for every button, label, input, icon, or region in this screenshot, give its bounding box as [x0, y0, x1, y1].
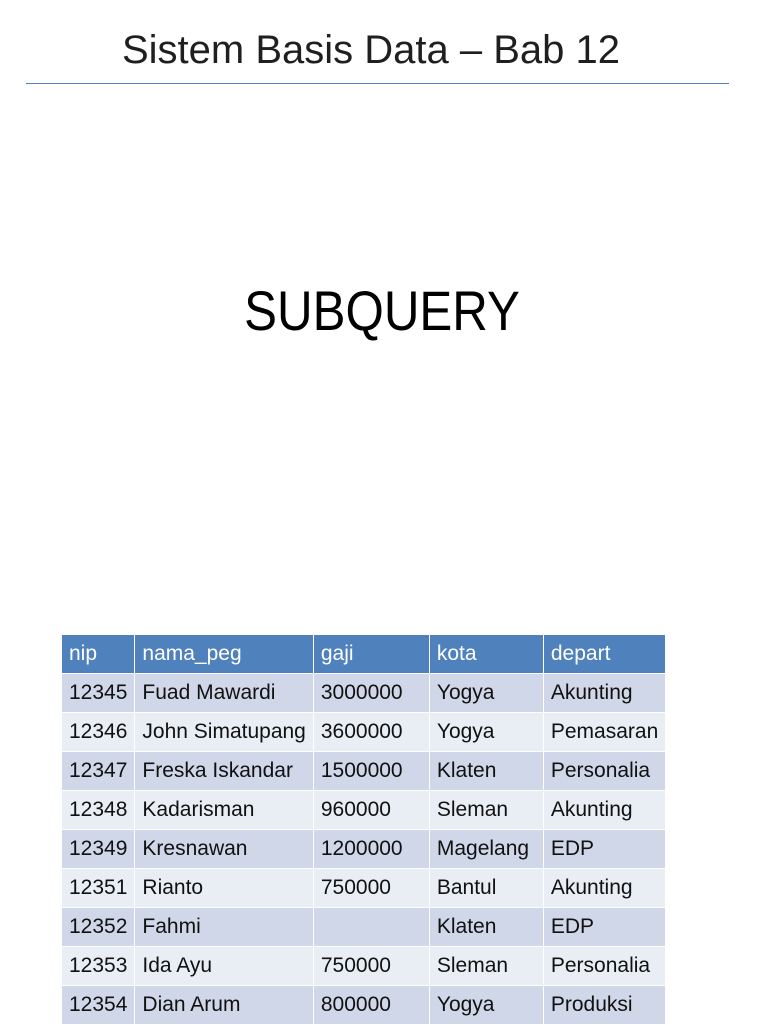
cell-nama-peg: Fahmi [135, 908, 313, 947]
table-row [62, 674, 666, 713]
cell-depart: Personalia [543, 947, 665, 986]
cell-gaji: 960000 [313, 791, 429, 830]
cell-nama-peg: Kadarisman [135, 791, 313, 830]
table-row [62, 752, 666, 791]
column-header-kota: kota [429, 635, 543, 674]
cell-depart: Akunting [543, 674, 665, 713]
cell-kota: Sleman [429, 791, 543, 830]
cell-nama-peg: Ida Ayu [135, 947, 313, 986]
cell-kota: Klaten [429, 908, 543, 947]
cell-gaji: 3600000 [313, 713, 429, 752]
header-title: Sistem Basis Data – Bab 12 [121, 28, 621, 72]
cell-nip: 12345 [62, 674, 135, 713]
table-row [62, 908, 666, 947]
cell-kota: Yogya [429, 674, 543, 713]
table-row [62, 791, 666, 830]
column-header-nama-peg: nama_peg [135, 635, 313, 674]
table-row [62, 986, 666, 1025]
cell-depart: Akunting [543, 869, 665, 908]
cell-depart: EDP [543, 830, 665, 869]
table-header-row [62, 635, 666, 674]
cell-nip: 12348 [62, 791, 135, 830]
cell-gaji: 750000 [313, 869, 429, 908]
cell-kota: Yogya [429, 986, 543, 1025]
cell-nama-peg: Fuad Mawardi [135, 674, 313, 713]
cell-depart: Personalia [543, 752, 665, 791]
cell-nip: 12346 [62, 713, 135, 752]
cell-nip: 12353 [62, 947, 135, 986]
cell-nip: 12352 [62, 908, 135, 947]
cell-depart: EDP [543, 908, 665, 947]
cell-gaji: 1200000 [313, 830, 429, 869]
table-row [62, 869, 666, 908]
column-header-nip: nip [62, 635, 135, 674]
cell-kota: Sleman [429, 947, 543, 986]
table-row [62, 713, 666, 752]
slide-title: SUBQUERY [244, 279, 520, 342]
cell-kota: Klaten [429, 752, 543, 791]
employee-table [61, 634, 666, 1025]
cell-gaji: 3000000 [313, 674, 429, 713]
cell-nama-peg: John Simatupang [135, 713, 313, 752]
cell-nama-peg: Freska Iskandar [135, 752, 313, 791]
column-header-gaji: gaji [313, 635, 429, 674]
cell-gaji: 750000 [313, 947, 429, 986]
cell-nama-peg: Dian Arum [135, 986, 313, 1025]
cell-nama-peg: Rianto [135, 869, 313, 908]
cell-nama-peg: Kresnawan [135, 830, 313, 869]
cell-depart: Pemasaran [543, 713, 665, 752]
cell-nip: 12349 [62, 830, 135, 869]
cell-gaji: 800000 [313, 986, 429, 1025]
cell-gaji: 1500000 [313, 752, 429, 791]
cell-gaji [313, 908, 429, 947]
cell-kota: Yogya [429, 713, 543, 752]
table-row [62, 830, 666, 869]
cell-nip: 12354 [62, 986, 135, 1025]
header-divider [26, 83, 729, 84]
cell-depart: Akunting [543, 791, 665, 830]
cell-nip: 12351 [62, 869, 135, 908]
cell-depart: Produksi [543, 986, 665, 1025]
cell-kota: Bantul [429, 869, 543, 908]
table-row [62, 947, 666, 986]
cell-kota: Magelang [429, 830, 543, 869]
cell-nip: 12347 [62, 752, 135, 791]
column-header-depart: depart [543, 635, 665, 674]
